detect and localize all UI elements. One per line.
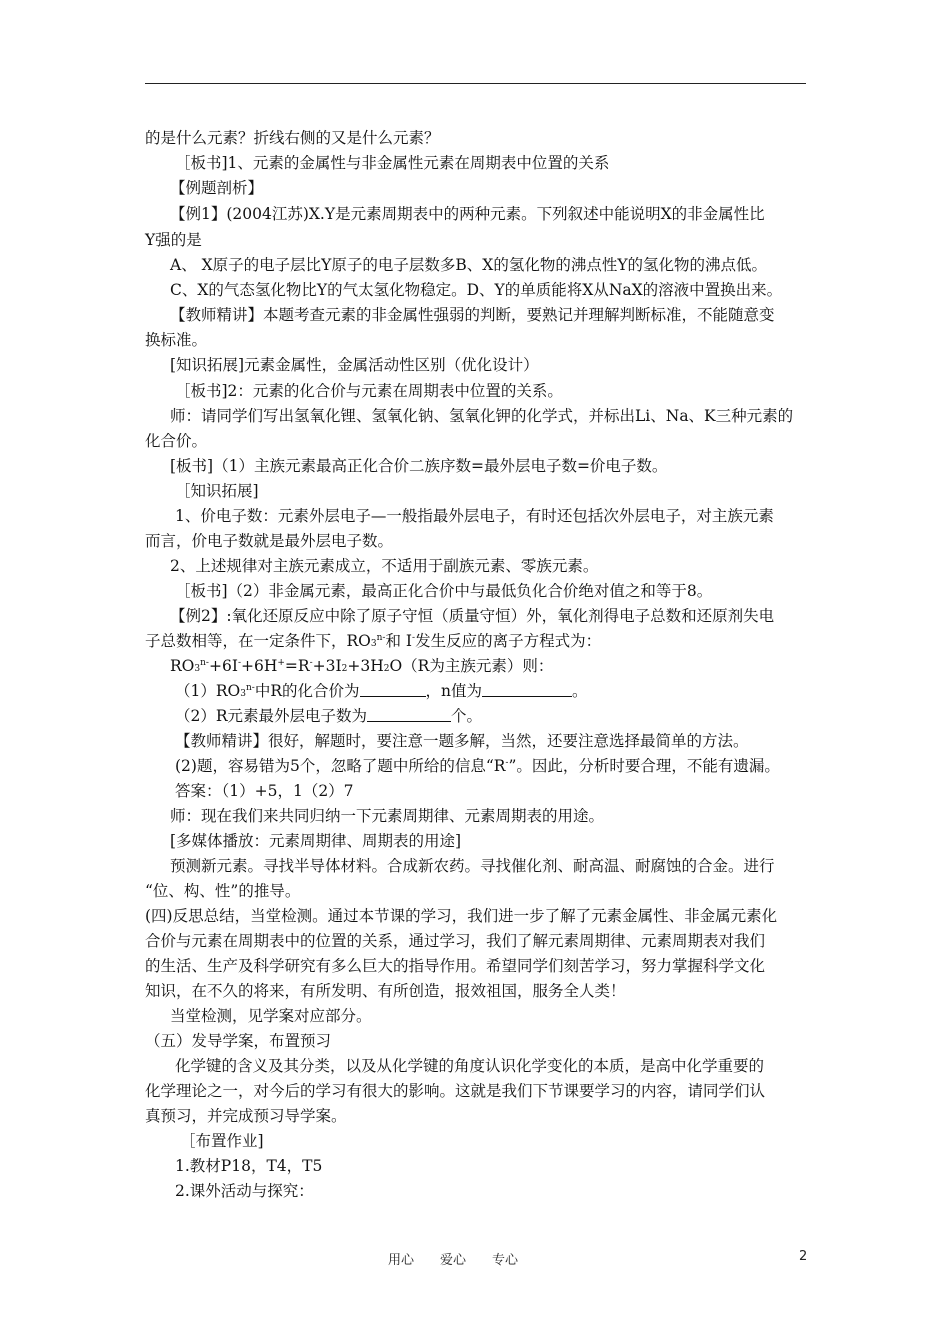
in-class-test: 当堂检测，见学案对应部分。 (170, 1007, 372, 1025)
text-line: 的生活、生产及科学研究有多么巨大的指导作用。希望同学们刻苦学习，努力掌握科学文化 (145, 957, 766, 975)
text-segment: +3H (347, 657, 384, 675)
answer-line: 答案：（1）+5，1（2）7 (175, 782, 354, 800)
text-segment: ”。因此，分析时要合理，不能有遗漏。 (508, 757, 780, 775)
text-segment: 。 (571, 682, 588, 700)
text-segment: +6I (208, 657, 238, 675)
blackboard-note-4: ［板书]（2）非金属元素，最高正化合价中与最低负化合价绝对值之和等于8。 (175, 582, 713, 600)
text-line: 化合价。 (145, 432, 208, 450)
homework-item-1: 1.教材P18，T4，T5 (175, 1157, 323, 1175)
section-heading-examples: 【例题剖析】 (170, 179, 264, 197)
text-line: “位、构、性”的推导。 (145, 882, 301, 900)
text-segment: +3I (312, 657, 342, 675)
text-line: 换标准。 (145, 331, 208, 349)
superscript: n- (200, 658, 209, 668)
superscript: - (412, 633, 416, 643)
text-segment: 发生反应的离子方程式为： (415, 632, 602, 650)
text-segment: =R (284, 657, 310, 675)
subscript: 3 (194, 664, 201, 674)
text-line: 的是什么元素？折线右侧的又是什么元素？ (145, 129, 440, 147)
text-line: 真预习，并完成预习导学案。 (145, 1107, 347, 1125)
superscript: n- (245, 683, 255, 693)
text-segment: O（R为主族元素）则： (389, 657, 554, 675)
teacher-prompt: 师：请同学们写出氢氧化锂、氢氧化钠、氢氧化钾的化学式，并标出Li、Na、K三种元素的 (170, 407, 794, 425)
subscript: 3 (240, 689, 246, 699)
header-rule (145, 83, 806, 84)
uses-list: 预测新元素。寻找半导体材料。合成新农药。寻找催化剂、耐高温、耐腐蚀的合金。进行 (170, 857, 775, 875)
subscript: 2 (383, 664, 390, 674)
example-2-line-2 (145, 631, 601, 651)
knowledge-extension-1: [知识拓展]元素金属性，金属活动性区别（优化设计） (170, 356, 539, 374)
point-1: 1、价电子数：元素外层电子—一般指最外层电子，有时还包括次外层电子，对主族元素 (175, 507, 774, 525)
superscript: n- (376, 633, 386, 643)
text-line: 而言，价电子数就是最外层电子数。 (145, 532, 394, 550)
subscript: 2 (341, 664, 348, 674)
section-reflection: (四)反思总结，当堂检测。通过本节课的学习，我们进一步了解了元素金属性、非金属元素化 (145, 907, 778, 925)
answer-blank-electrons[interactable] (367, 707, 451, 722)
preview-paragraph: 化学键的含义及其分类，以及从化学键的角度认识化学变化的本质，是高中化学重要的 (175, 1057, 765, 1075)
text-segment: RO (170, 657, 195, 675)
section-preview: （五）发导学案，布置预习 (145, 1032, 332, 1050)
text-line: 化学理论之一，对今后的学习有很大的影响。这就是我们下节课要学习的内容，请同学们认 (145, 1082, 766, 1100)
text-segment: 和 I (385, 632, 413, 650)
error-note (175, 756, 780, 776)
knowledge-extension-2: ［知识拓展] (175, 482, 259, 500)
homework-heading: ［布置作业] (180, 1132, 264, 1150)
option-cd: C、X的气态氢化物比Y的气太氢化物稳定。D、Y的单质能将X从NaX的溶液中置换出来。 (170, 281, 783, 299)
text-line: 知识，在不久的将来，有所发明、有所创造，报效祖国，服务全人类！ (145, 982, 626, 1000)
answer-blank-n[interactable] (482, 682, 572, 697)
text-segment: （1）RO (175, 682, 241, 700)
question-1 (175, 681, 588, 701)
teacher-summary-prompt: 师：现在我们来共同归纳一下元素周期律、元素周期表的用途。 (170, 807, 605, 825)
text-line: 合价与元素在周期表中的位置的关系，通过学习，我们了解元素周期律、元素周期表对我们 (145, 932, 766, 950)
text-segment: 子总数相等，在一定条件下，RO (145, 632, 371, 650)
question-2 (175, 706, 482, 726)
homework-item-2: 2.课外活动与探究： (175, 1182, 314, 1200)
text-segment: 个。 (451, 707, 483, 725)
superscript: + (277, 658, 285, 668)
teacher-explanation-2: 【教师精讲】很好，解题时，要注意一题多解，当然，还要注意选择最简单的方法。 (175, 732, 749, 750)
text-segment: ，n值为 (425, 682, 482, 700)
blackboard-note-3: [板书]（1）主族元素最高正化合价二族序数=最外层电子数=价电子数。 (170, 457, 668, 475)
superscript: - (237, 658, 241, 668)
example-1-question: 【例1】(2004江苏)X.Y是元素周期表中的两种元素。下列叙述中能说明X的非金属性比 (170, 205, 765, 223)
blackboard-note-2: ［板书]2：元素的化合价与元素在周期表中位置的关系。 (175, 382, 563, 400)
blackboard-note-1: ［板书]1、元素的金属性与非金属性元素在周期表中位置的关系 (175, 154, 610, 172)
superscript: - (505, 758, 509, 768)
teacher-explanation-1: 【教师精讲】本题考查元素的非金属性强弱的判断，要熟记并理解判断标准，不能随意变 (170, 306, 775, 324)
text-segment: 中R的化合价为 (254, 682, 360, 700)
multimedia-note: [多媒体播放：元素周期律、周期表的用途] (170, 832, 462, 850)
text-segment: (2)题，容易错为5个，忽略了题中所给的信息“R (175, 757, 506, 775)
superscript: - (309, 658, 313, 668)
page-number: 2 (799, 1249, 808, 1264)
option-ab: A、 X原子的电子层比Y原子的电子层数多B、X的氢化物的沸点性Y的氢化物的沸点低。 (170, 256, 768, 274)
text-segment: +6H (241, 657, 278, 675)
text-line: Y强的是 (145, 231, 202, 249)
text-segment: （2）R元素最外层电子数为 (175, 707, 368, 725)
ionic-equation (170, 656, 553, 676)
subscript: 3 (370, 639, 377, 649)
answer-blank-valence[interactable] (360, 682, 426, 697)
point-2: 2、上述规律对主族元素成立，不适用于副族元素、零族元素。 (170, 557, 599, 575)
footer-motto: 用心 爱心 专心 (388, 1253, 519, 1268)
example-2-question: 【例2】:氧化还原反应中除了原子守恒（质量守恒）外，氧化剂得电子总数和还原剂失电 (170, 607, 775, 625)
